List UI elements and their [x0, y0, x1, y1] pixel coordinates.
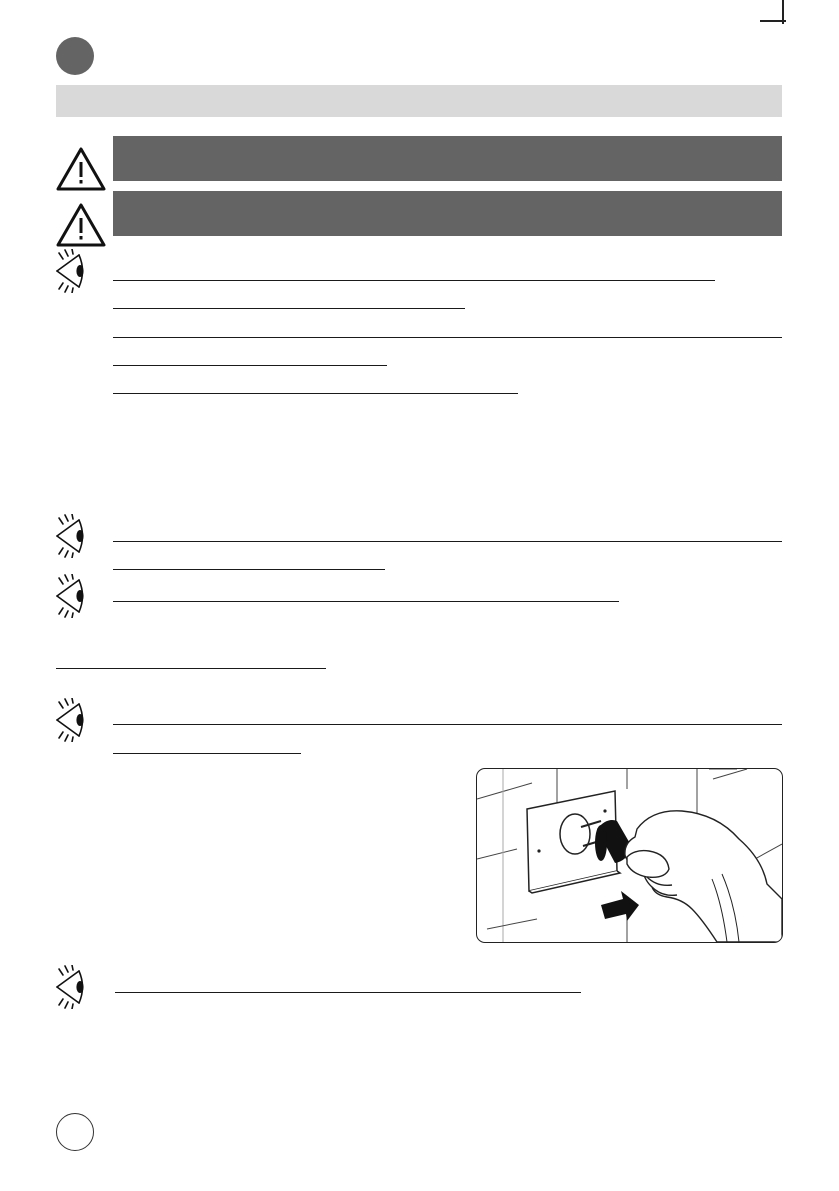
- text-line: [115, 992, 581, 993]
- eye-icon: [53, 965, 93, 1009]
- pull-arrow-icon: [601, 891, 639, 921]
- text-line: [113, 541, 782, 542]
- text-line: [113, 393, 518, 394]
- eye-icon: [53, 574, 93, 618]
- section-title-bar: [56, 85, 782, 117]
- eye-icon: [53, 514, 93, 558]
- warning-banner: [113, 191, 782, 236]
- text-line: [113, 365, 387, 366]
- text-line: [113, 569, 385, 570]
- subheading-line: [56, 668, 326, 669]
- section-number-badge: [56, 37, 94, 75]
- text-line: [113, 308, 465, 309]
- text-line: [113, 337, 782, 338]
- eye-icon: [53, 249, 93, 293]
- page-number-badge: [56, 1113, 94, 1151]
- warning-banner: [113, 136, 782, 181]
- text-line: [113, 601, 619, 602]
- text-line: [113, 280, 715, 281]
- warning-triangle-icon: [55, 202, 107, 248]
- hand-unplugging-power-plug-illustration: [477, 769, 782, 942]
- eye-icon: [53, 698, 93, 742]
- text-line: [113, 753, 301, 754]
- warning-triangle-icon: [55, 146, 107, 192]
- text-line: [113, 724, 782, 725]
- crop-mark-vertical: [782, 0, 784, 24]
- unplug-illustration: [476, 768, 783, 943]
